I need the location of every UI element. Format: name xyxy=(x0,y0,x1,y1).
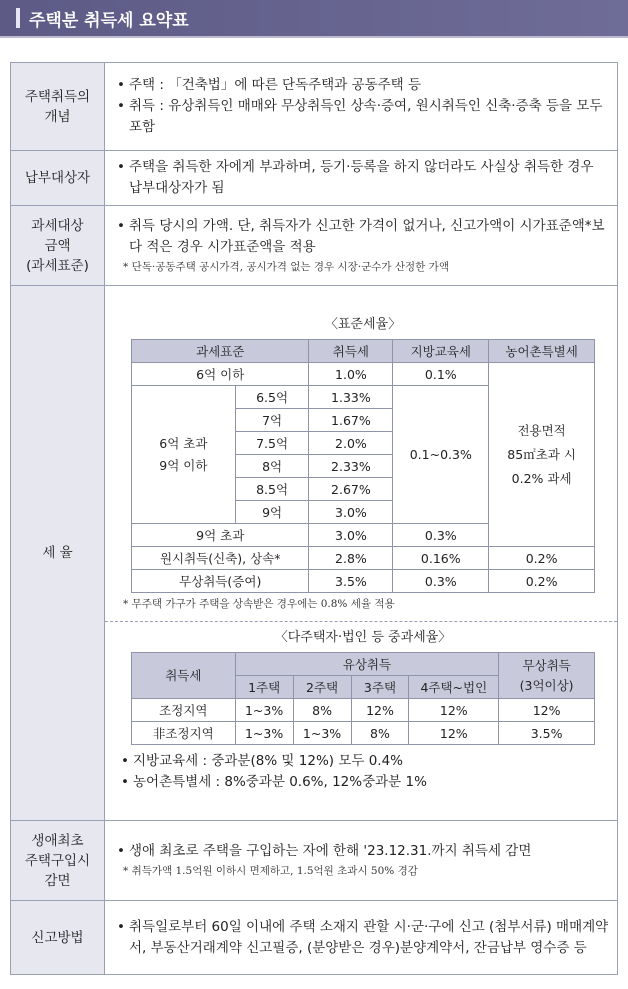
label-payer: 납부대상자 xyxy=(11,151,105,206)
th-edu: 지방교육세 xyxy=(393,340,489,363)
content-taxbase xyxy=(105,206,618,286)
th-heavy-paid: 유상취득 xyxy=(235,653,499,676)
rate-divider xyxy=(105,621,617,622)
row-mid-4: 8.5억 2.67% xyxy=(132,478,595,501)
label-taxbase: 과세대상 금액 (과세표준) xyxy=(11,206,105,286)
content-firsthome xyxy=(105,821,618,901)
row-rate xyxy=(11,286,618,821)
row-under6: 6억 이하 1.0% 0.1% 전용면적 85㎡초과 시 0.2% 과세 xyxy=(132,363,595,386)
mid-label: 6억 초과 9억 이하 xyxy=(132,386,236,524)
row-gift: 무상취득(증여) 3.5% 0.3% 0.2% xyxy=(132,570,595,593)
label-report: 신고방법 xyxy=(11,901,105,975)
row-mid-2: 7.5억 2.0% xyxy=(132,432,595,455)
bullet-acquisition-def: • 취득 : 유상취득인 매매와 무상취득인 상속·증여, 원시취득인 신축·증축 등을 모두 포함 xyxy=(117,96,609,138)
content-payer xyxy=(105,151,618,206)
heavy-rate-caption: 〈다주택자·법인 등 중과세율〉 xyxy=(274,630,452,645)
standard-rate-table xyxy=(131,339,595,593)
header-divider xyxy=(0,36,628,38)
bullet-heavy-rural: • 농어촌특별세 : 8%중과분 0.6%, 12%중과분 1% xyxy=(121,772,609,793)
page-title: 주택분 취득세 요약표 xyxy=(29,10,189,31)
heavy-row-nonadjusted: 非조정지역 1~3% 1~3% 8% 12% 3.5% xyxy=(132,722,595,745)
bullet-taxbase: • 취득 당시의 가액. 단, 취득자가 신고한 가격이 없거나, 신고가액이 시가표준액*보다 적은 경우 시가표준액을 적용 xyxy=(117,216,609,258)
row-mid-3: 8억 2.33% xyxy=(132,455,595,478)
heavy-row-adjusted: 조정지역 1~3% 8% 12% 12% 12% xyxy=(132,699,595,722)
content-report xyxy=(105,901,618,975)
note-firsthome: * 취득가액 1.5억원 이하시 면제하고, 1.5억원 초과시 50% 경감 xyxy=(123,865,418,877)
row-report xyxy=(11,901,618,975)
bullet-heavy-edu: • 지방교육세 : 중과분(8% 및 12%) 모두 0.4% xyxy=(121,751,609,772)
heavy-header-row-1 xyxy=(132,653,595,676)
th-heavy-free: 무상취득 (3억이상) xyxy=(499,653,595,699)
label-rate: 세 율 xyxy=(11,286,105,821)
standard-rate-caption: 〈표준세율〉 xyxy=(324,317,402,332)
content-rate xyxy=(105,286,618,821)
th-heavy-tax: 취득세 xyxy=(132,653,236,699)
rural-note: 전용면적 85㎡초과 시 0.2% 과세 xyxy=(489,363,595,547)
row-payer xyxy=(11,151,618,206)
row-concept xyxy=(11,63,618,151)
label-concept: 주택취득의 개념 xyxy=(11,63,105,151)
bullet-housing-def: • 주택 : 「건축법」에 따른 단독주택과 공동주택 등 xyxy=(117,75,609,96)
heavy-header-row-2: 1주택 2주택 3주택 4주택~법인 xyxy=(132,676,595,699)
standard-header-row xyxy=(132,340,595,363)
title-bar-icon xyxy=(16,8,20,28)
row-taxbase xyxy=(11,206,618,286)
th-rural: 농어촌특별세 xyxy=(489,340,595,363)
label-firsthome: 생애최초 주택구입시 감면 xyxy=(11,821,105,901)
content-concept xyxy=(105,63,618,151)
note-standard: * 무주택 가구가 주택을 상속받은 경우에는 0.8% 세율 적용 xyxy=(123,598,395,610)
row-mid-1: 7억 1.67% xyxy=(132,409,595,432)
row-over9: 9억 초과 3.0% 0.3% xyxy=(132,524,595,547)
row-mid-5: 9억 3.0% xyxy=(132,501,595,524)
bullet-payer: • 주택을 취득한 자에게 부과하며, 등기·등록을 하지 않더라도 사실상 취득한 경우 납부대상자가 됨 xyxy=(117,157,609,199)
row-original: 원시취득(신축), 상속* 2.8% 0.16% 0.2% xyxy=(132,547,595,570)
summary-table xyxy=(10,62,618,975)
th-acq: 취득세 xyxy=(309,340,393,363)
th-taxbase: 과세표준 xyxy=(132,340,309,363)
heavy-rate-table xyxy=(131,652,595,745)
row-mid-0: 6억 초과 9억 이하 6.5억 1.33% 0.1~0.3% xyxy=(132,386,595,409)
note-taxbase: * 단독·공동주택 공시가격, 공시가격 없는 경우 시장·군수가 산정한 가액 xyxy=(123,260,449,273)
row-firsthome xyxy=(11,821,618,901)
mid-edu: 0.1~0.3% xyxy=(393,386,489,524)
bullet-firsthome: • 생애 최초로 주택을 구입하는 자에 한해 '23.12.31.까지 취득세 감면 xyxy=(117,841,609,862)
page-header xyxy=(0,0,628,36)
bullet-report: • 취득일로부터 60일 이내에 주택 소재지 관할 시·군·구에 신고 (첨부서류) 매매계약서, 부동산거래계약 신고필증, (분양받은 경우)분양계약서, 잔금납부 영수증 등 xyxy=(117,917,609,959)
